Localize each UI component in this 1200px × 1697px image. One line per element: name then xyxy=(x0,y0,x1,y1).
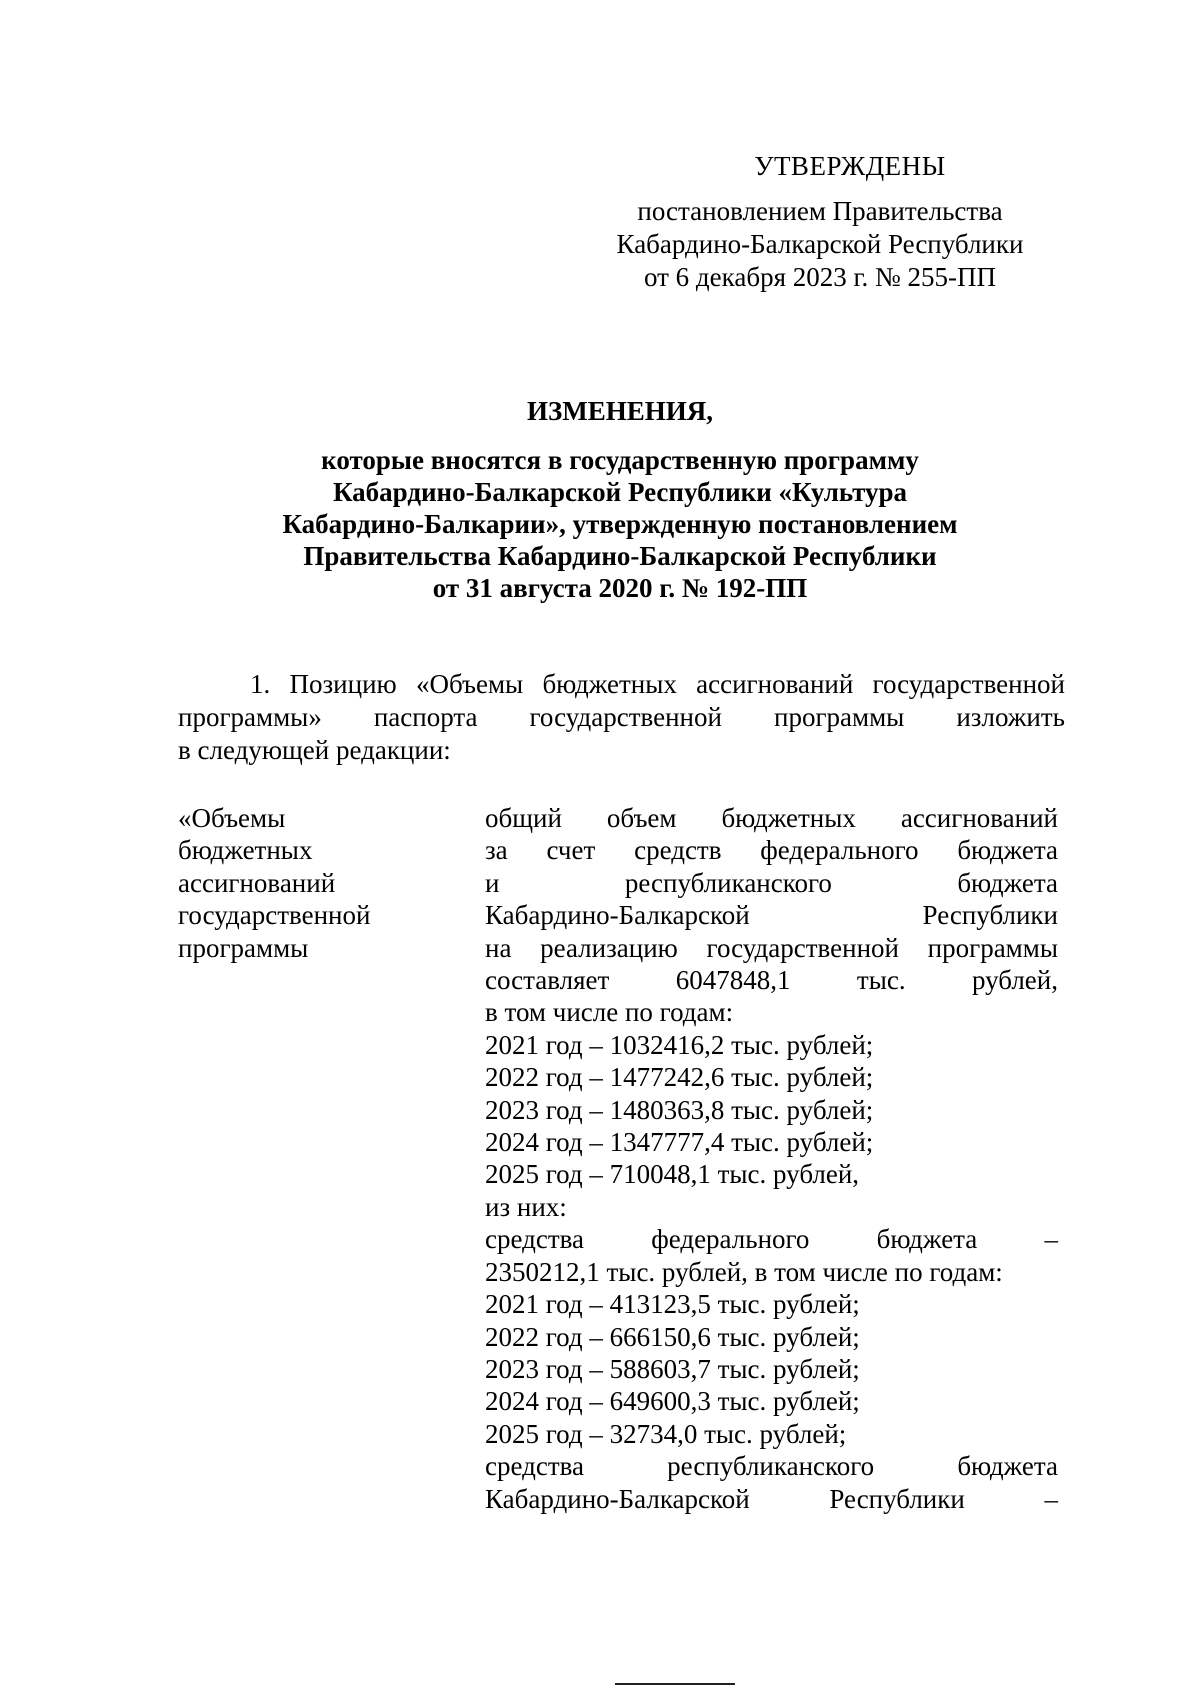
position-label-line: бюджетных xyxy=(178,835,313,866)
title-line: которые вносятся в государственную программу xyxy=(321,445,919,475)
position-value-line: на реализацию государственной программы xyxy=(485,932,1058,963)
position-value-line: 2350212,1 тыс. рублей, в том числе по годам: xyxy=(485,1256,1003,1287)
position-value-line: 2023 год – 1480363,8 тыс. рублей; xyxy=(485,1094,874,1125)
position-value-line: 2022 год – 666150,6 тыс. рублей; xyxy=(485,1321,860,1352)
position-value-line: 2024 год – 1347777,4 тыс. рублей; xyxy=(485,1127,874,1158)
position-value-line: составляет 6047848,1 тыс. рублей, xyxy=(485,965,1058,996)
document-title xyxy=(170,395,1070,604)
position-value-line: и республиканского бюджета xyxy=(485,867,1058,898)
title-line: Правительства Кабардино-Балкарской Республики xyxy=(303,541,937,571)
approval-line: Кабардино-Балкарской Республики xyxy=(616,229,1024,259)
position-value-line: за счет средств федерального бюджета xyxy=(485,835,1058,866)
position-value-line: 2025 год – 32734,0 тыс. рублей; xyxy=(485,1418,847,1449)
position-value-line: 2023 год – 588603,7 тыс. рублей; xyxy=(485,1353,860,1384)
approval-line: постановлением Правительства xyxy=(637,196,1003,226)
position-label-line: государственной xyxy=(178,900,371,931)
position-value-line: 2024 год – 649600,3 тыс. рублей; xyxy=(485,1386,860,1417)
approval-heading: УТВЕРЖДЕНЫ xyxy=(754,151,946,181)
position-value-line: из них: xyxy=(485,1191,567,1222)
title-line: Кабардино-Балкарской Республики «Культура xyxy=(332,477,908,507)
position-value-line: в том числе по годам: xyxy=(485,997,734,1028)
position-value-line: Кабардино-Балкарской Республики xyxy=(485,900,1058,931)
title-line: от 31 августа 2020 г. № 192-ПП xyxy=(432,573,808,603)
position-value-line: средства республиканского бюджета xyxy=(485,1451,1058,1482)
position-label-line: ассигнований xyxy=(178,867,336,898)
position-label-line: «Объемы xyxy=(178,803,286,833)
position-value-line: 2021 год – 1032416,2 тыс. рублей; xyxy=(485,1029,874,1060)
position-value-line: общий объем бюджетных ассигнований xyxy=(485,803,1058,833)
paragraph-line: в следующей редакции: xyxy=(178,735,451,765)
approval-block xyxy=(560,150,1080,294)
title-main: ИЗМЕНЕНИЯ, xyxy=(526,396,713,426)
position-value-line: 2025 год – 710048,1 тыс. рублей, xyxy=(485,1159,860,1190)
approval-line: от 6 декабря 2023 г. № 255-ПП xyxy=(643,262,997,292)
position-value-line: Кабардино-Балкарской Республики – xyxy=(485,1483,1058,1514)
paragraph-line: 1. Позицию «Объемы бюджетных ассигнований государственной xyxy=(250,669,1065,699)
position-value-line: 2021 год – 413123,5 тыс. рублей; xyxy=(485,1289,860,1320)
position-value xyxy=(485,802,1058,1515)
position-value-line: 2022 год – 1477242,6 тыс. рублей; xyxy=(485,1062,874,1093)
paragraph-line: программы» паспорта государственной программы изложить xyxy=(178,702,1065,732)
position-label xyxy=(178,802,408,964)
bottom-divider xyxy=(615,1683,735,1685)
position-label-line: программы xyxy=(178,932,309,963)
title-line: Кабардино-Балкарии», утвержденную постановлением xyxy=(282,509,958,539)
position-value-line: средства федерального бюджета – xyxy=(485,1224,1058,1255)
paragraph-1 xyxy=(178,668,1065,767)
